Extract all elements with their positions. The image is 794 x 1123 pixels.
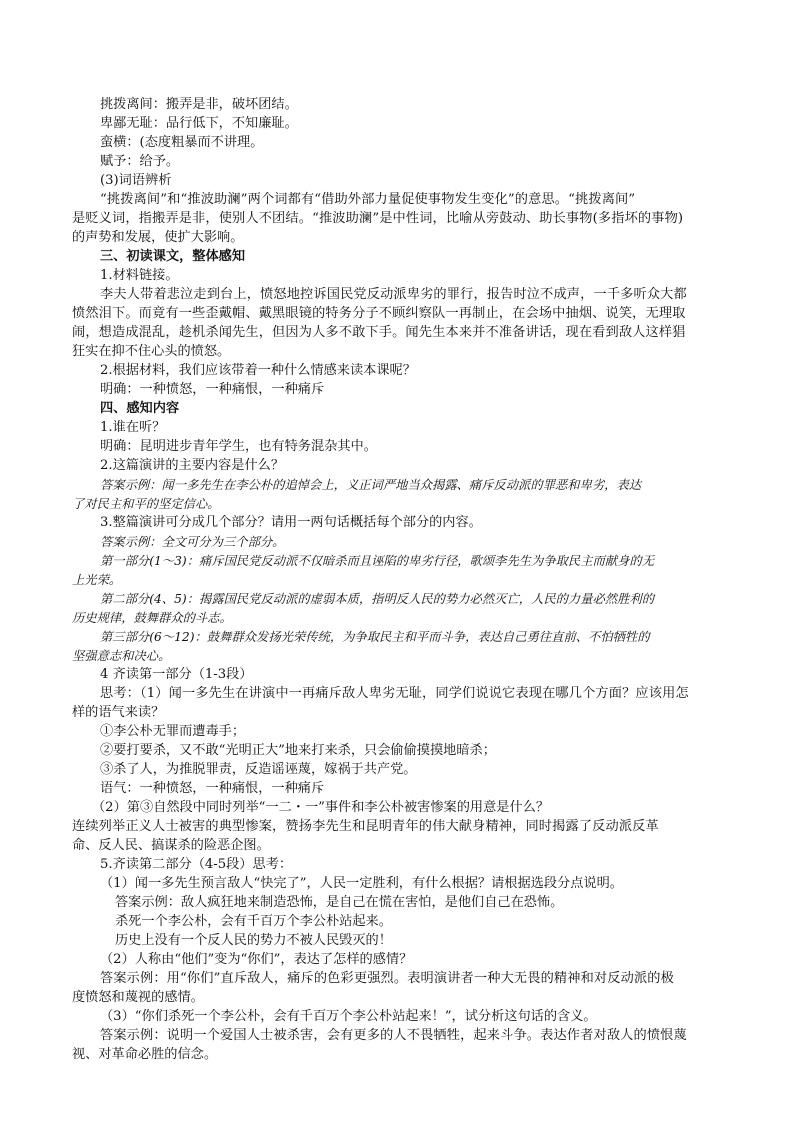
text-line: 答案示例：全文可分为三个部分。 <box>100 535 285 549</box>
text-line: 坚强意志和决心。 <box>72 649 171 663</box>
text-line: 1.材料链接。 <box>100 268 179 283</box>
text-line: 历史规律，鼓舞群众的斗志。 <box>72 611 232 625</box>
text-line: 命、反人民、搞谋杀的险恶企图。 <box>72 838 270 853</box>
text-line: 3.整篇演讲可分成几个部分？请用一两句话概括每个部分的内容。 <box>100 515 482 530</box>
text-line: 答案示例：说明一个爱国人士被杀害，会有更多的人不畏牺牲，起来斗争。表达作者对敌人的愤恨蔑 <box>100 1028 687 1043</box>
text-line: 样的语气来读？ <box>72 705 165 720</box>
text-line: 思考：（1）闻一多先生在讲演中一再痛斥敌人卑劣无耻，同学们说说它表现在哪几个方面？应该用怎 <box>100 686 689 701</box>
text-line: （2）人称由“他们”变为“你们”，表达了怎样的感情？ <box>100 952 413 967</box>
text-line: ①李公朴无罪而遭毒手； <box>100 724 246 739</box>
text-line: 4 齐读第一部分（1-3段） <box>100 667 253 682</box>
text-line: 度愤怒和蔑视的感情。 <box>72 990 204 1005</box>
text-line: 1.谁在听？ <box>100 420 166 435</box>
text-line: ③杀了人，为推脱罪责，反造谣诬蔑，嫁祸于共产党。 <box>100 762 417 777</box>
text-line: ②要打要杀，又不敢“光明正大”地来打来杀，只会偷偷摸摸地暗杀； <box>100 743 496 758</box>
text-line: 杀死一个李公朴，会有千百万个李公朴站起来。 <box>115 914 392 929</box>
text-line: （1）闻一多先生预言敌人“快完了”，人民一定胜利，有什么根据？请根据选段分点说明。 <box>100 876 623 891</box>
text-line: 视、对革命必胜的信念。 <box>72 1047 218 1062</box>
text-line: 李夫人带着悲泣走到台上，愤怒地控诉国民党反动派卑劣的罪行，报告时泣不成声，一千多听众大都 <box>100 287 687 302</box>
text-line: 答案示例：敌人疯狂地来制造恐怖，是自己在慌在害怕，是他们自己在恐怖。 <box>115 895 564 910</box>
text-line: 2.这篇演讲的主要内容是什么？ <box>100 458 285 473</box>
text-line: (3)词语辨析 <box>100 173 172 188</box>
text-line: 明确：昆明进步青年学生，也有特务混杂其中。 <box>100 439 377 454</box>
text-line: 闹，想造成混乱，趁机杀闻先生，但因为人多不敢下手。闻先生本来并不准备讲话，现在看到敌人这样猖 <box>72 325 686 340</box>
section-heading: 三、初读课文，整体感知 <box>100 249 246 264</box>
text-line: 了对民主和平的坚定信心。 <box>72 497 220 511</box>
text-line: 第三部分(6～12)：鼓舞群众发扬光荣传统，为争取民主和平而斗争，表达自己勇往直前、不怕牺牲的 <box>100 630 650 644</box>
text-line: 挑拨离间：搬弄是非，破坏团结。 <box>100 97 298 112</box>
text-line: 蛮横：(态度粗暴而不讲理。 <box>100 135 264 150</box>
text-line: 愤然泪下。而竟有一些歪戴帽、戴黑眼镜的特务分子不顾纠察队一再制止，在会场中抽烟、说笑，无理取 <box>72 306 686 321</box>
text-line: 的声势和发展，使扩大影响。 <box>72 230 244 245</box>
text-line: （2）第③自然段中同时列举“一二・一”事件和李公朴被害惨案的用意是什么？ <box>92 800 550 815</box>
text-line: 明确：一种愤怒，一种痛恨，一种痛斥 <box>100 382 325 397</box>
text-line: 答案示例：用“你们”直斥敌人，痛斥的色彩更强烈。表明演讲者一种大无畏的精神和对反动派的极 <box>100 971 674 986</box>
text-line: （3）“你们杀死一个李公朴，会有千百万个李公朴站起来！”，试分析这句话的含义。 <box>100 1009 597 1024</box>
text-line: 是贬义词，指搬弄是非，使别人不团结。“推波助澜”是中性词，比喻从旁鼓动、助长事物(多指坏的事物) <box>72 211 684 226</box>
section-heading: 四、感知内容 <box>100 401 180 416</box>
text-line: 历史上没有一个反人民的势力不被人民毁灭的！ <box>115 933 392 948</box>
text-line: 连续列举正义人士被害的典型惨案，赞扬李先生和昆明青年的伟大献身精神，同时揭露了反动派反革 <box>72 819 659 834</box>
text-line: 狂实在抑不住心头的愤怒。 <box>72 344 231 359</box>
text-line: 赋予：给予。 <box>100 154 180 169</box>
text-line: 2.根据材料，我们应该带着一种什么情感来读本课呢？ <box>100 363 416 378</box>
text-line: 卑鄙无耻：品行低下，不知廉耻。 <box>100 116 298 131</box>
text-line: 上光荣。 <box>72 573 122 587</box>
text-line: “挑拨离间”和“推波助澜”两个词都有“借助外部力量促使事物发生变化”的意思。“挑拨离间” <box>100 192 636 207</box>
text-line: 第二部分(4、5)：揭露国民党反动派的虚弱本质，指明反人民的势力必然灭亡，人民的力量必然胜利的 <box>100 592 655 606</box>
text-line: 语气：一种愤怒，一种痛恨，一种痛斥 <box>100 781 325 796</box>
text-line: 答案示例：闻一多先生在李公朴的追悼会上，义正词严地当众揭露、痛斥反动派的罪恶和卑劣，表达 <box>100 478 642 492</box>
text-line: 第一部分(1～3)：痛斥国民党反动派不仅暗杀而且诬陷的卑劣行径，歌颂李先生为争取民主而献身的无 <box>100 554 655 568</box>
text-line: 5.齐读第二部分（4-5段）思考： <box>100 857 293 872</box>
